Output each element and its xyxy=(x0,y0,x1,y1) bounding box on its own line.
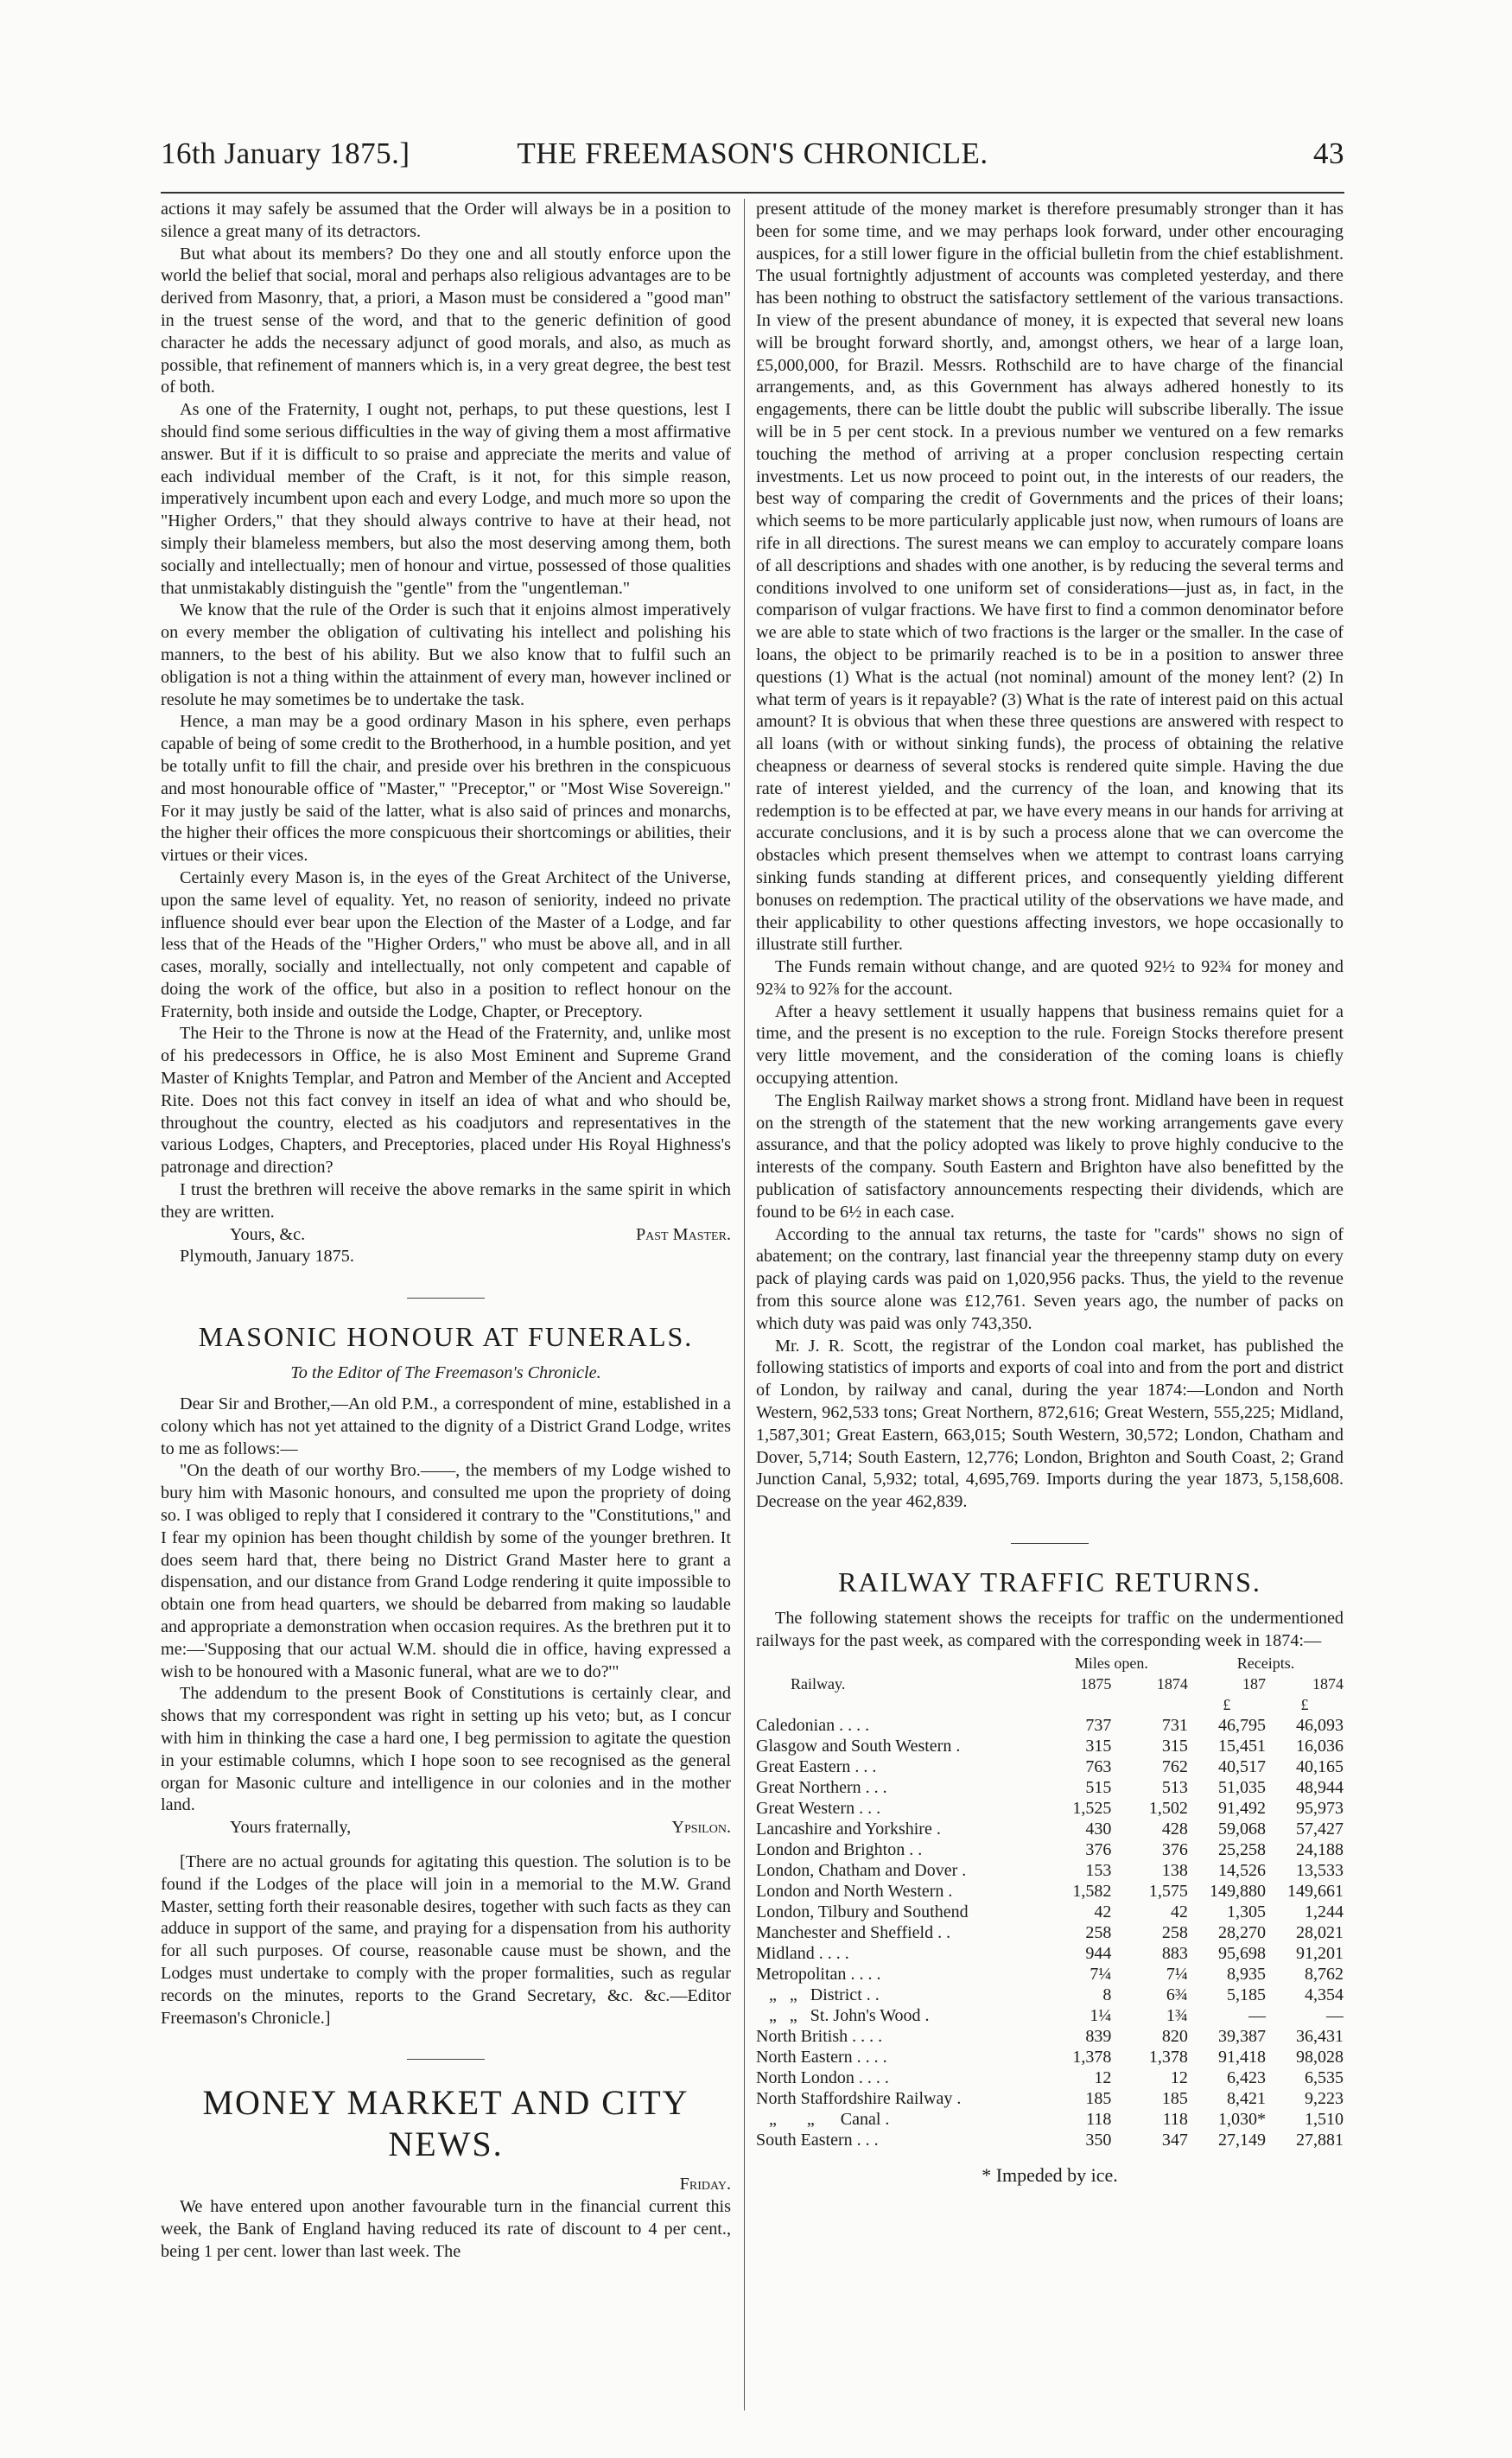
receipts-1875-cell: 91,492 xyxy=(1217,1798,1266,1818)
receipts-1875-cell: 8,421 xyxy=(1226,2088,1266,2108)
leader-dots: . xyxy=(948,1881,953,1901)
header-miles-1875: 1875 xyxy=(1080,1674,1112,1693)
railway-name: London, Chatham and Dover xyxy=(756,1860,958,1880)
railway-name: North London xyxy=(756,2067,854,2087)
miles-1875-cell: 7¼ xyxy=(1090,1964,1112,1984)
miles-1875-cell: 42 xyxy=(1094,1902,1112,1921)
column-divider xyxy=(744,199,745,2410)
railway-name: North British xyxy=(756,2026,848,2046)
railway-name-cell xyxy=(756,1902,1035,1922)
editor-note: [There are no actual grounds for agitating this question. The solution is to be found if the Lodges of the place will join in a memorial to the M.W. Grand Master, setting forth their reasonable desires, together with such facts as they can adduce in support of the same, and praying for a dispensation from his authority for all such purposes. Of course, reasonable cause must be shown, and the Lodges must undertake to comply with the proper formalities, such as regular records on the minutes, reports to the Grand Secretary, &c. &c.—Editor Freemason's Chronicle.] xyxy=(161,1851,731,2028)
receipts-1874-cell: 8,762 xyxy=(1305,1964,1344,1984)
railway-name-cell xyxy=(756,2047,1035,2067)
miles-1874-cell: 138 xyxy=(1161,1860,1188,1880)
letter-paragraph: Hence, a man may be a good ordinary Mason in his sphere, even perhaps capable of being of some credit to the Brotherhood, in a humble position, and yet be totally unfit to fill the chair, and preside over his brethren in the conspicuous and most honourable office of "Master," "Preceptor," or "Most Wise Sovereign." For it may justly be said of the latter, what is also said of princes and monarchs, the higher their offices the more conspicuous their shortcomings or abilities, their virtues or their vices. xyxy=(161,712,731,866)
money-paragraph: After a heavy settlement it usually happens that business remains quiet for a time, and the present is no exception to the rule. Foreign Stocks therefore present very little movement, and the consideration of the coming loans is chiefly occupying attention. xyxy=(756,1001,1344,1089)
receipts-1874-cell: 16,036 xyxy=(1296,1736,1344,1756)
receipts-1875-cell: 6,423 xyxy=(1226,2067,1266,2087)
table-row xyxy=(756,1902,1344,1922)
letter-paragraph: Certainly every Mason is, in the eyes of the Great Architect of the Universe, upon the same level of equality. Yet, no reason of seniority, indeed no private influence should ever bear upon the Election of the Master of a Lodge, and far less that of the Heads of the "Higher Orders," who must be above all, and in all cases, morally, socially and intellectually, not only competent and capable of doing the work of the office, but also in a position to reflect honour on the Fraternity, both inside and outside the Lodge, Chapter, or Preceptory. xyxy=(161,867,731,1021)
miles-1874-cell: 347 xyxy=(1161,2130,1188,2150)
railway-table-units xyxy=(756,1694,1344,1715)
header-miles: Miles open. xyxy=(1074,1654,1148,1672)
receipts-1874-cell: 13,533 xyxy=(1296,1860,1344,1880)
railway-name: London and Brighton xyxy=(756,1839,905,1859)
miles-1874-cell: 315 xyxy=(1161,1736,1188,1756)
receipts-1874-cell: 28,021 xyxy=(1296,1922,1344,1942)
table-row xyxy=(756,1943,1344,1964)
railway-name: North Eastern xyxy=(756,2047,853,2067)
miles-1875-cell: 8 xyxy=(1102,1985,1112,2004)
leader-dots: . . . . xyxy=(839,1715,870,1735)
railway-name-cell xyxy=(756,1715,1035,1736)
railway-name: Great Eastern xyxy=(756,1756,851,1776)
receipts-1874-cell: 4,354 xyxy=(1305,1985,1344,2004)
railway-name: North Staffordshire Railway xyxy=(756,2088,953,2108)
miles-1874-cell: 12 xyxy=(1170,2067,1188,2087)
miles-1874-cell: 258 xyxy=(1161,1922,1188,1942)
leader-dots: . . . . xyxy=(852,2026,883,2046)
miles-1875-cell: 763 xyxy=(1085,1756,1112,1776)
leader-dots: . xyxy=(936,1819,941,1839)
railway-name-cell xyxy=(756,2005,1035,2026)
letter-paragraph: I trust the brethren will receive the above remarks in the same spirit in which they are written. xyxy=(161,1180,731,1222)
header-railway: Railway. xyxy=(791,1674,846,1693)
miles-1875-cell: 1,582 xyxy=(1072,1881,1112,1901)
header-receipts-1874: 1874 xyxy=(1312,1674,1344,1693)
header-rule xyxy=(161,192,1344,194)
table-row xyxy=(756,2005,1344,2026)
money-paragraph: Mr. J. R. Scott, the registrar of the London coal market, has published the following statistics of imports and exports of coal into and from the port and district of London, by railway and canal, during the year 1874:—London and North Western, 962,533 tons; Great Northern, 872,616; Great Western, 555,225; Midland, 1,587,301; Great Eastern, 663,015; South Western, 30,572; London, Chatham and Dover, 5,714; South Eastern, 12,776; London, Brighton and South Coast, 2; Grand Junction Canal, 5,932; total, 4,695,769. Imports during the year 1873, 5,158,608. Decrease on the year 462,839. xyxy=(756,1336,1344,1512)
receipts-1875-cell: 27,149 xyxy=(1217,2130,1266,2150)
miles-1875-cell: 12 xyxy=(1094,2067,1112,2087)
right-column xyxy=(756,199,1344,2445)
receipts-1874-cell: 91,201 xyxy=(1296,1943,1344,1963)
funerals-title: MASONIC HONOUR AT FUNERALS. xyxy=(198,1321,694,1353)
miles-1874-cell: 1,502 xyxy=(1148,1798,1188,1818)
receipts-1875-cell: 15,451 xyxy=(1217,1736,1266,1756)
table-row xyxy=(756,1715,1344,1736)
railway-name: „ „ Canal xyxy=(756,2109,881,2129)
table-row xyxy=(756,1798,1344,1819)
receipts-1874-cell: 9,223 xyxy=(1305,2088,1344,2108)
table-row xyxy=(756,2088,1344,2109)
receipts-1874-cell: 24,188 xyxy=(1296,1839,1344,1859)
funerals-paragraph: The addendum to the present Book of Constitutions is certainly clear, and shows that my correspondent was right in setting up his veto; but, as I concur with him in thinking the case a hard one, I beg permission to agitate the question in your estimable columns, which I hope soon to see recognised as the general organ for Masonic culture and intelligence in our colonies and in the mother land. xyxy=(161,1684,731,1815)
header-receipts: Receipts. xyxy=(1236,1654,1295,1672)
receipts-1874-cell: 98,028 xyxy=(1296,2047,1344,2067)
railway-table-header xyxy=(756,1674,1344,1694)
leader-dots: . . xyxy=(937,1922,951,1942)
railway-name-cell xyxy=(756,1943,1035,1964)
receipts-1875-cell: 14,526 xyxy=(1217,1860,1266,1880)
leader-dots: . . . xyxy=(859,1798,881,1818)
letter-paragraph: As one of the Fraternity, I ought not, perhaps, to put these questions, lest I should find some serious difficulties in the way of giving them a most affirmative answer. But if it is difficult to so praise and appreciate the merits and value of each individual member of the Craft, is it not, for this simple reason, imperatively incumbent upon each and every Lodge, and much more so upon the "Higher Orders," that they should always contrive to have at their head, not simply their blameless members, but also the most deserving among them, both socially and intellectually; men of honour and virtue, possessed of those qualities that unmistakably distinguish the "gentle" from the "ungentleman." xyxy=(161,400,731,598)
miles-1874-cell: 762 xyxy=(1161,1756,1188,1776)
money-paragraph: The Funds remain without change, and are quoted 92½ to 92¾ for money and 92¾ to 92⅞ for the account. xyxy=(756,957,1344,999)
table-row xyxy=(756,2067,1344,2088)
leader-dots: . xyxy=(924,2005,930,2025)
miles-1874-cell: 185 xyxy=(1161,2088,1188,2108)
funerals-sign-name: Ypsilon. xyxy=(671,1818,731,1838)
railway-name-cell xyxy=(756,1819,1035,1839)
miles-1875-cell: 515 xyxy=(1085,1777,1112,1797)
railway-name-cell xyxy=(756,1839,1035,1860)
receipts-1875-cell: 1,030* xyxy=(1217,2109,1266,2129)
miles-1875-cell: 153 xyxy=(1085,1860,1112,1880)
miles-1874-cell: 731 xyxy=(1161,1715,1188,1735)
table-row xyxy=(756,1819,1344,1839)
miles-1875-cell: 944 xyxy=(1085,1943,1112,1963)
leader-dots: . xyxy=(956,1736,961,1756)
receipts-1875-cell: 1,305 xyxy=(1226,1902,1266,1921)
receipts-1875-cell: 59,068 xyxy=(1217,1819,1266,1839)
letter-sign-yours: Yours, &c. xyxy=(230,1224,306,1244)
table-row xyxy=(756,1777,1344,1798)
miles-1874-cell: 376 xyxy=(1161,1839,1188,1859)
letter-sign-name: Past Master. xyxy=(635,1224,731,1244)
header-pound: £ xyxy=(1223,1695,1231,1713)
letter-signature xyxy=(161,1224,731,1247)
table-row xyxy=(756,1985,1344,2005)
left-column xyxy=(161,199,731,2445)
miles-1875-cell: 430 xyxy=(1085,1819,1112,1839)
railway-table xyxy=(756,1653,1344,2150)
railway-name: London, Tilbury and Southend xyxy=(756,1902,969,1921)
header-receipts-1875: 187 xyxy=(1242,1674,1266,1693)
miles-1875-cell: 118 xyxy=(1086,2109,1112,2129)
miles-1875-cell: 315 xyxy=(1085,1736,1112,1756)
miles-1874-cell: 428 xyxy=(1161,1819,1188,1839)
miles-1874-cell: 883 xyxy=(1161,1943,1188,1963)
railway-name: Great Northern xyxy=(756,1777,861,1797)
leader-dots: . . . xyxy=(854,1756,877,1776)
table-row xyxy=(756,2130,1344,2150)
miles-1875-cell: 1,525 xyxy=(1072,1798,1112,1818)
receipts-1874-cell: 27,881 xyxy=(1296,2130,1344,2150)
table-row xyxy=(756,2109,1344,2130)
leader-dots: . . . . xyxy=(856,2047,887,2067)
letter-place-date: Plymouth, January 1875. xyxy=(180,1247,354,1267)
funerals-subtitle: To the Editor of The Freemason's Chronicle. xyxy=(290,1363,601,1383)
railway-name: Lancashire and Yorkshire xyxy=(756,1819,932,1839)
money-paragraph: According to the annual tax returns, the taste for "cards" shows no sign of abatement; on the contrary, last financial year the threepenny stamp duty on every pack of playing cards was paid on 1,020,956 packs. Thus, the yield to the revenue from this source alone was £12,761. Seven years ago, the number of packs on which duty was paid was only 743,350. xyxy=(756,1224,1344,1333)
receipts-1874-cell: 95,973 xyxy=(1296,1798,1344,1818)
railway-name-cell xyxy=(756,2026,1035,2047)
money-paragraph: We have entered upon another favourable turn in the financial current this week, the Bank of England having reduced its rate of discount to 4 per cent., being 1 per cent. lower than last week. The xyxy=(161,2197,731,2261)
money-paragraph: The English Railway market shows a strong front. Midland have been in request on the strength of the statement that the new working arrangements gave every assurance, and that the policy adopted was likely to prove highly conducive to the interests of the company. South Eastern and Brighton have also benefitted by the publication of satisfactory announcements respecting their dividends, which are found to be 6½ in each case. xyxy=(756,1090,1344,1222)
railway-name: „ „ St. John's Wood xyxy=(756,2005,921,2025)
railway-name: Caledonian xyxy=(756,1715,835,1735)
receipts-1875-cell: 5,185 xyxy=(1226,1985,1266,2004)
railway-name-cell xyxy=(756,2067,1035,2088)
funerals-sign-off: Yours fraternally, xyxy=(230,1818,352,1838)
table-row xyxy=(756,1964,1344,1985)
miles-1874-cell: 1,378 xyxy=(1148,2047,1188,2067)
page-header xyxy=(161,130,1344,181)
miles-1874-cell: 1,575 xyxy=(1148,1881,1188,1901)
railway-name-cell xyxy=(756,2130,1035,2150)
section-rule xyxy=(407,2059,485,2060)
table-row xyxy=(756,1736,1344,1756)
receipts-1874-cell: 40,165 xyxy=(1296,1756,1344,1776)
railway-name: Metropolitan xyxy=(756,1964,847,1984)
railway-title: RAILWAY TRAFFIC RETURNS. xyxy=(838,1566,1261,1598)
table-row xyxy=(756,2026,1344,2047)
railway-name: „ „ District xyxy=(756,1985,862,2004)
receipts-1874-cell: — xyxy=(1326,2005,1344,2025)
receipts-1875-cell: 149,880 xyxy=(1209,1881,1266,1901)
receipts-1875-cell: 39,387 xyxy=(1217,2026,1266,2046)
railway-table-body xyxy=(756,1715,1344,2150)
letter-paragraph: We know that the rule of the Order is such that it enjoins almost imperatively on every member the obligation of cultivating his intellect and polishing his manners, to the best of his ability. But we also know that to fulfil such an obligation is not a thing within the attainment of every man, however inclined or resolute he may sometimes be to undertake the task. xyxy=(161,600,731,709)
miles-1874-cell: 513 xyxy=(1161,1777,1188,1797)
railway-name: Manchester and Sheffield xyxy=(756,1922,934,1942)
railway-name: Great Western xyxy=(756,1798,855,1818)
miles-1874-cell: 118 xyxy=(1162,2109,1188,2129)
leader-dots: . . . xyxy=(856,2130,879,2150)
receipts-1874-cell: 48,944 xyxy=(1296,1777,1344,1797)
leader-dots: . . . . xyxy=(818,1943,849,1963)
leader-dots: . . xyxy=(866,1985,880,2004)
receipts-1875-cell: 28,270 xyxy=(1217,1922,1266,1942)
leader-dots: . xyxy=(956,2088,962,2108)
table-row xyxy=(756,2047,1344,2067)
railway-name-cell xyxy=(756,1860,1035,1881)
receipts-1875-cell: 8,935 xyxy=(1226,1964,1266,1984)
funerals-signature xyxy=(161,1817,731,1839)
receipts-1874-cell: 1,510 xyxy=(1305,2109,1344,2129)
railway-name-cell xyxy=(756,1736,1035,1756)
header-date: 16th January 1875.] xyxy=(161,137,410,170)
table-row xyxy=(756,1756,1344,1777)
railway-name-cell xyxy=(756,2088,1035,2109)
leader-dots: . xyxy=(962,1860,967,1880)
table-row xyxy=(756,1839,1344,1860)
receipts-1874-cell: 57,427 xyxy=(1296,1819,1344,1839)
railway-name-cell xyxy=(756,1985,1035,2005)
railway-table-group-header xyxy=(756,1653,1344,1674)
miles-1874-cell: 7¼ xyxy=(1166,1964,1188,1984)
miles-1875-cell: 376 xyxy=(1085,1839,1112,1859)
receipts-1875-cell: 25,258 xyxy=(1217,1839,1266,1859)
receipts-1875-cell: 95,698 xyxy=(1217,1943,1266,1963)
section-rule xyxy=(407,1298,485,1299)
letter-paragraph: But what about its members? Do they one and all stoutly enforce upon the world the belief that social, moral and perhaps also religious advantages are to be derived from Masonry, that, a priori, a Mason must be considered a "good man" in the truest sense of the word, and that to the generic definition of good character he adds the necessary adjunct of good morals, and also, as much as possible, that refinement of manners which is, in a very great degree, the best test of both. xyxy=(161,244,731,397)
receipts-1875-cell: — xyxy=(1248,2005,1266,2025)
leader-dots: . . . . xyxy=(850,1964,881,1984)
header-pound: £ xyxy=(1300,1695,1309,1713)
miles-1874-cell: 820 xyxy=(1161,2026,1188,2046)
money-day: Friday. xyxy=(679,2175,731,2194)
railway-name-cell xyxy=(756,1756,1035,1777)
money-title: MONEY MARKET AND CITY NEWS. xyxy=(202,2083,689,2164)
miles-1875-cell: 258 xyxy=(1085,1922,1112,1942)
railway-name-cell xyxy=(756,1964,1035,1985)
receipts-1875-cell: 51,035 xyxy=(1217,1777,1266,1797)
miles-1874-cell: 6¾ xyxy=(1166,1985,1188,2004)
railway-name: Midland xyxy=(756,1943,815,1963)
miles-1875-cell: 1¼ xyxy=(1090,2005,1112,2025)
railway-name-cell xyxy=(756,1798,1035,1819)
header-miles-1874: 1874 xyxy=(1156,1674,1188,1693)
funerals-paragraph: "On the death of our worthy Bro.——, the members of my Lodge wished to bury him with Masonic honours, and consulted me upon the propriety of doing so. I was obliged to reply that I considered it contrary to the "Constitutions," and I fear my opinion has been thought childish by some of the younger brethren. It does seem hard that, there being no District Grand Master here to grant a dispensation, and our distance from Grand Lodge rendering it quite impossible to obtain one from head quarters, we should be debarred from making so laudable and appropriate a demonstration when occasion requires. As the brethren put it to me:—'Supposing that our actual W.M. should die in office, having expressed a wish to be honoured with a Masonic funeral, what are we to do?'" xyxy=(161,1461,731,1681)
railway-name-cell xyxy=(756,1777,1035,1798)
leader-dots: . . . xyxy=(865,1777,887,1797)
table-row xyxy=(756,1860,1344,1881)
miles-1875-cell: 350 xyxy=(1085,2130,1112,2150)
receipts-1875-cell: 40,517 xyxy=(1217,1756,1266,1776)
receipts-1874-cell: 46,093 xyxy=(1296,1715,1344,1735)
receipts-1874-cell: 149,661 xyxy=(1287,1881,1344,1901)
receipts-1874-cell: 6,535 xyxy=(1305,2067,1344,2087)
miles-1875-cell: 185 xyxy=(1085,2088,1112,2108)
section-rule xyxy=(1011,1543,1089,1544)
header-title: THE FREEMASON'S CHRONICLE. xyxy=(517,137,988,170)
table-row xyxy=(756,1881,1344,1902)
leader-dots: . xyxy=(885,2109,890,2129)
receipts-1875-cell: 91,418 xyxy=(1217,2047,1266,2067)
letter-paragraph: The Heir to the Throne is now at the Head of the Fraternity, and, unlike most of his predecessors in Office, he is also Most Eminent and Supreme Grand Master of Knights Templar, and Patron and Member of the Ancient and Accepted Rite. Does not this fact convey in itself an idea of what and who should be, throughout the country, elected as his coadjutors and representatives in the various Lodges, Chapters, and Preceptories, placed under His Royal Highness's patronage and direction? xyxy=(161,1024,731,1178)
header-page-number: 43 xyxy=(1313,137,1344,170)
railway-name-cell xyxy=(756,1922,1035,1943)
miles-1875-cell: 737 xyxy=(1085,1715,1112,1735)
miles-1874-cell: 1¾ xyxy=(1166,2005,1188,2025)
railway-name: London and North Western xyxy=(756,1881,944,1901)
railway-name: Glasgow and South Western xyxy=(756,1736,952,1756)
railway-name: South Eastern xyxy=(756,2130,853,2150)
railway-footnote: * Impeded by ice. xyxy=(982,2163,1118,2186)
funerals-paragraph: Dear Sir and Brother,—An old P.M., a correspondent of mine, established in a colony which has not yet attained to the dignity of a District Grand Lodge, writes to me as follows:— xyxy=(161,1394,731,1458)
receipts-1874-cell: 36,431 xyxy=(1296,2026,1344,2046)
leader-dots: . . xyxy=(909,1839,923,1859)
money-paragraph: present attitude of the money market is therefore presumably stronger than it has been for some time, and we may perhaps look forward, under other encouraging auspices, for a still lower figure in the official bulletin from the chief establishment. The usual fortnightly adjustment of accounts was completed yesterday, and there has been nothing to obstruct the satisfactory settlement of the various transactions. In view of the present abundance of money, it is expected that several new loans will be brought forward shortly, and, amongst others, we hear of a large loan, £5,000,000, for Brazil. Messrs. Rothschild are to have charge of the financial arrangements, and, as this Government has always adhered honestly to its engagements, there can be little doubt the public will subscribe liberally. The issue will be in 5 per cent stock. In a previous number we ventured on a few remarks touching the method of arriving at a proper conclusion respecting certain investments. Let us now proceed to point out, in the interests of our readers, the best way of comparing the credit of Governments and the prices of their loans; which seems to be more particularly applicable just now, when rumours of loans are rife in all directions. The surest means we can employ to accurately compare loans of all descriptions and shades with one another, is by reducing the several terms and conditions involved to one uniform set of considerations—just as, in fact, in the comparison of vulgar fractions. We have first to find a common denominator before we are able to state which of two fractions is the larger or the smaller. In the case of loans, the object to be primarily reached is to be in a position to answer three questions (1) What is the actual (not nominal) amount of the money lent? (2) In what term of years is it repayable? (3) What is the rate of interest paid on this actual amount? It is obvious that when these three questions are answered with respect to all loans (with or without sinking funds), the process of obtaining the relative cheapness or dearness of several stocks is rendered quite simple. Having the due rate of interest yielded, and the currency of the loan, and knowing that its redemption is to be effected at par, we have every means in our hands for arriving at accurate conclusions, and it is by such a process alone that we can overcome the obstacles which present themselves when we attempt to contrast loans carrying sinking funds standing at different prices, and consequently yielding different bonuses on redemption. The practical utility of the observations we have made, and their applicability to other questions affecting investors, we hope occasionally to illustrate still further. xyxy=(756,200,1344,955)
miles-1874-cell: 42 xyxy=(1170,1902,1188,1921)
receipts-1875-cell: 46,795 xyxy=(1217,1715,1266,1735)
table-row xyxy=(756,1922,1344,1943)
railway-name-cell xyxy=(756,1881,1035,1902)
leader-dots: . . . . xyxy=(858,2067,889,2087)
miles-1875-cell: 839 xyxy=(1085,2026,1112,2046)
railway-intro: The following statement shows the receipts for traffic on the undermentioned railways for the past week, as compared with the corresponding week in 1874:— xyxy=(756,1609,1344,1650)
railway-name-cell xyxy=(756,2109,1035,2130)
miles-1875-cell: 1,378 xyxy=(1072,2047,1112,2067)
letter-paragraph: actions it may safely be assumed that the Order will always be in a position to silence a great many of its detractors. xyxy=(161,200,731,241)
receipts-1874-cell: 1,244 xyxy=(1305,1902,1344,1921)
